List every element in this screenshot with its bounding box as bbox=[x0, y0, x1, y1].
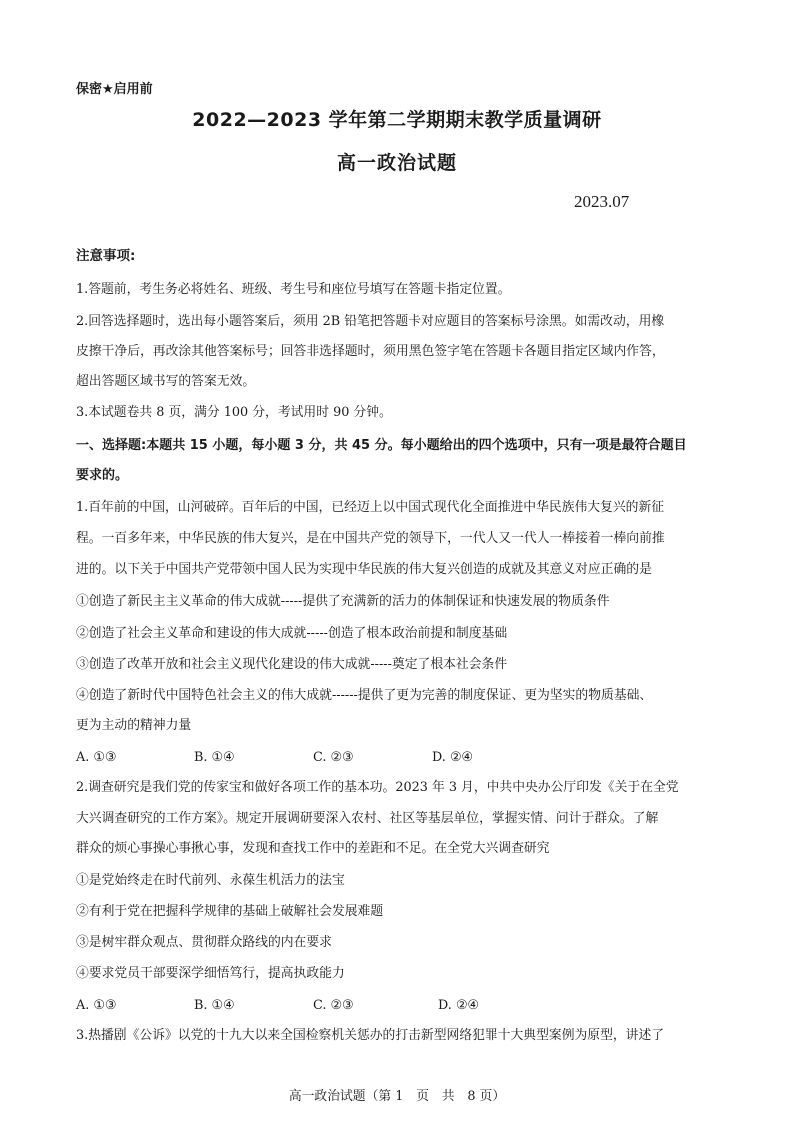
q2-stem: 2.调查研究是我们党的传家宝和做好各项工作的基本功。2023 年 3 月，中共中央办公厅印发《关于在全党 bbox=[76, 780, 679, 795]
section-heading: 一、选择题:本题共 15 小题，每小题 3 分，共 45 分。每小题给出的四个选项中，只有一项是最符合题目 bbox=[76, 438, 687, 453]
q1-statement: ③创造了改革开放和社会主义现代化建设的伟大成就-----奠定了根本社会条件 bbox=[76, 657, 508, 672]
q2-stem: 群众的烦心事操心事揪心事，发现和查找工作中的差距和不足。在全党大兴调查研究 bbox=[76, 841, 550, 856]
q2-option-a: A. ①③ bbox=[76, 998, 117, 1013]
q1-statement: ①创造了新民主主义革命的伟大成就-----提供了充满新的活力的体制保证和快速发展的物质条件 bbox=[76, 594, 610, 609]
section-heading-cont: 要求的。 bbox=[76, 468, 129, 483]
exam-title: 2022—2023 学年第二学期期末教学质量调研 bbox=[192, 109, 602, 131]
page-footer: 高一政治试题（第 1 页 共 8 页） bbox=[288, 1089, 506, 1104]
note-line: 3.本试题卷共 8 页，满分 100 分，考试用时 90 分钟。 bbox=[76, 405, 392, 420]
q3-stem: 3.热播剧《公诉》以党的十九大以来全国检察机关惩办的打击新型网络犯罪十大典型案例为原型，讲述了 bbox=[76, 1028, 665, 1043]
note-line: 1.答题前，考生务必将姓名、班级、考生号和座位号填写在答题卡指定位置。 bbox=[76, 282, 511, 297]
q2-statement: ④要求党员干部要深学细悟笃行，提高执政能力 bbox=[76, 966, 345, 981]
q1-option-b: B. ①④ bbox=[194, 750, 235, 765]
q2-option-b: B. ①④ bbox=[194, 998, 235, 1013]
q2-option-c: C. ②③ bbox=[313, 998, 354, 1013]
q1-statement: ④创造了新时代中国特色社会主义的伟大成就------提供了更为完善的制度保证、更为坚实的物质基础、 bbox=[76, 688, 653, 703]
note-line: 皮擦干净后，再改涂其他答案标号；回答非选择题时，须用黑色签字笔在答题卡各题目指定区域内作答， bbox=[76, 344, 665, 359]
q1-stem: 1.百年前的中国，山河破碎。百年后的中国，已经迈上以中国式现代化全面推进中华民族伟大复兴的新征 bbox=[76, 500, 665, 515]
q1-statement: 更为主动的精神力量 bbox=[76, 718, 192, 733]
confidential-label: 保密★启用前 bbox=[76, 82, 153, 97]
note-line: 超出答题区域书写的答案无效。 bbox=[76, 374, 256, 389]
q2-statement: ③是树牢群众观点、贯彻群众路线的内在要求 bbox=[76, 935, 332, 950]
q1-option-c: C. ②③ bbox=[313, 750, 354, 765]
q1-stem: 进的。以下关于中国共产党带领中国人民为实现中华民族的伟大复兴创造的成就及其意义对应正确的是 bbox=[76, 562, 652, 577]
q2-stem: 大兴调查研究的工作方案》。规定开展调研要深入农村、社区等基层单位，掌握实情、问计于群众。了解 bbox=[76, 811, 659, 826]
exam-subtitle: 高一政治试题 bbox=[336, 152, 457, 174]
q1-stem: 程。一百多年来，中华民族的伟大复兴，是在中国共产党的领导下，一代人又一代人一棒接着一棒向前推 bbox=[76, 531, 665, 546]
note-line: 2.回答选择题时，选出每小题答案后，须用 2B 铅笔把答题卡对应题目的答案标号涂黑。如需改动，用橡 bbox=[76, 314, 665, 329]
q2-statement: ①是党始终走在时代前列、永葆生机活力的法宝 bbox=[76, 873, 345, 888]
exam-date: 2023.07 bbox=[574, 192, 630, 211]
q2-statement: ②有利于党在把握科学规律的基础上破解社会发展难题 bbox=[76, 904, 384, 919]
q2-option-d: D. ②④ bbox=[438, 998, 479, 1013]
notes-heading: 注意事项: bbox=[76, 248, 136, 264]
q1-option-a: A. ①③ bbox=[76, 750, 117, 765]
q1-option-d: D. ②④ bbox=[432, 750, 473, 765]
q1-statement: ②创造了社会主义革命和建设的伟大成就-----创造了根本政治前提和制度基础 bbox=[76, 626, 508, 641]
